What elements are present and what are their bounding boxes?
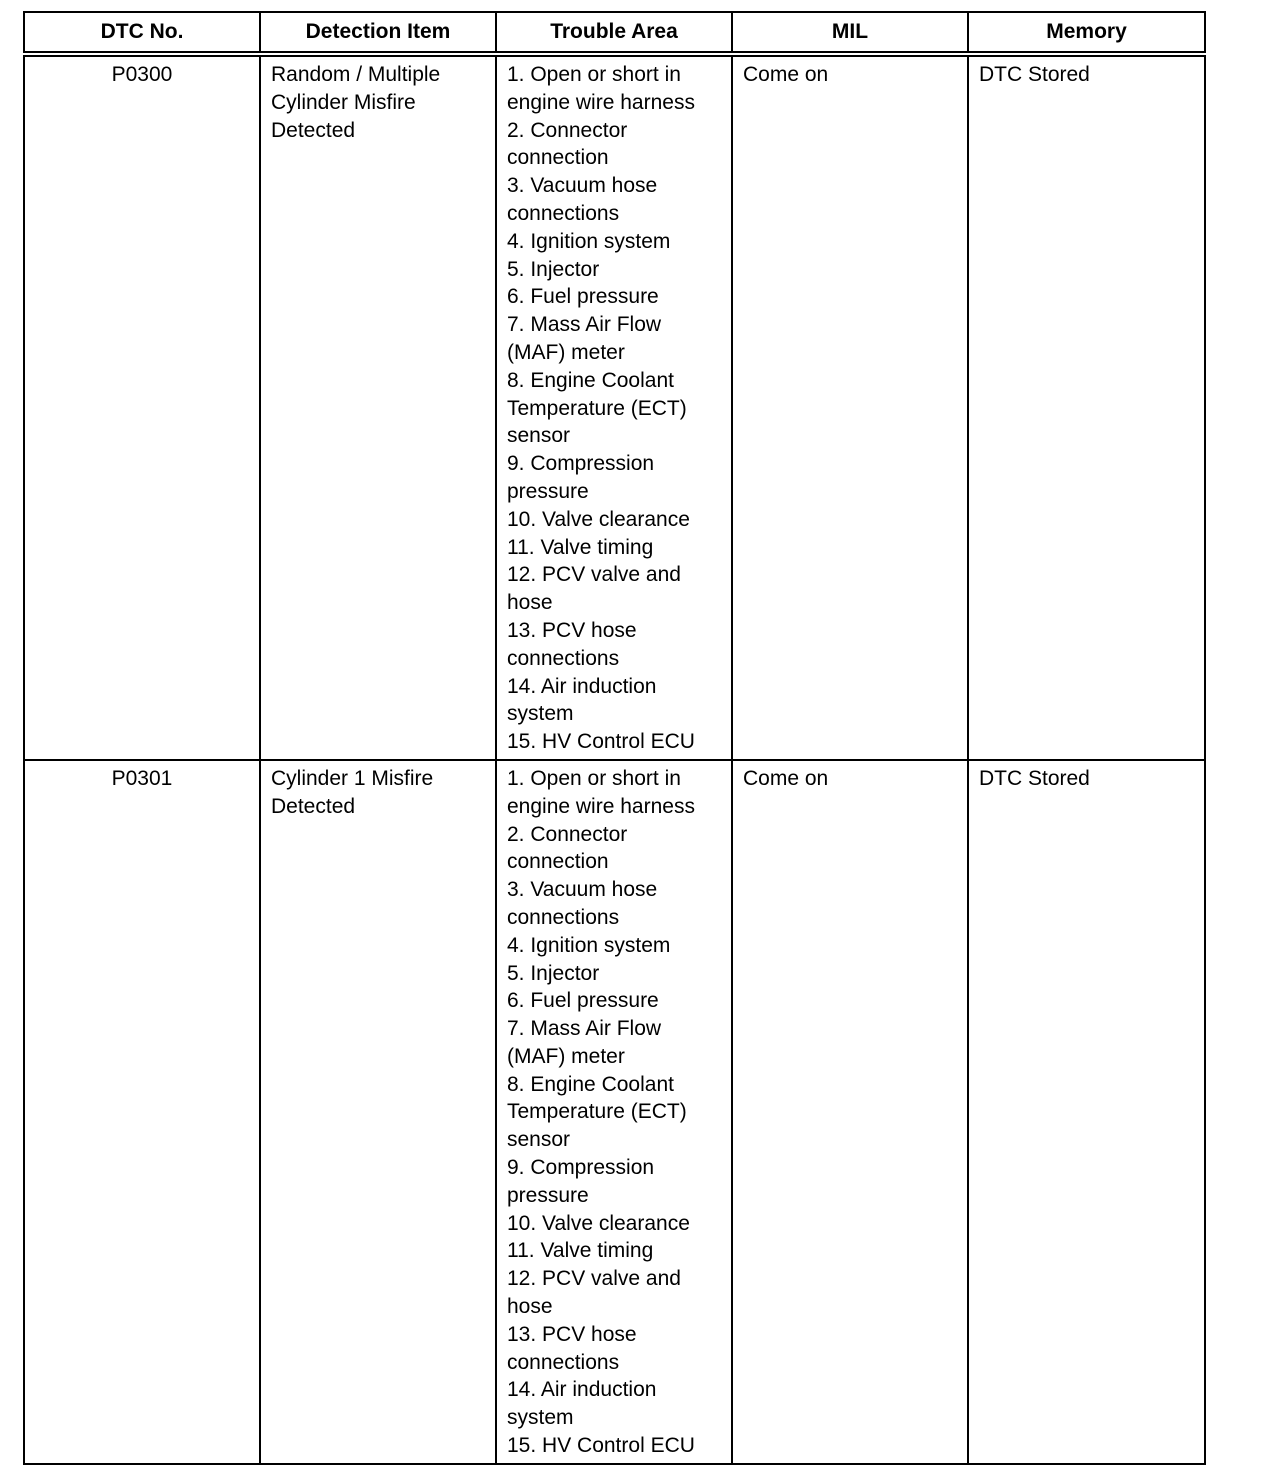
trouble-area <box>496 760 732 1464</box>
trouble-area-item: 13. PCV hose connections <box>507 618 637 670</box>
memory-status: DTC Stored <box>968 760 1205 1464</box>
header-detection-item: Detection Item <box>260 12 496 54</box>
trouble-area-item: 10. Valve clearance <box>507 507 690 531</box>
header-mil: MIL <box>732 12 968 54</box>
header-row <box>24 12 1205 54</box>
trouble-area-item: 6. Fuel pressure <box>507 285 659 309</box>
trouble-area-item: 9. Compression pressure <box>507 1156 655 1207</box>
trouble-area-item: 15. HV Control ECU <box>507 730 695 754</box>
table-body <box>24 54 1205 1464</box>
trouble-area-item: 6. Fuel pressure <box>507 989 659 1013</box>
dtc-code: P0300 <box>24 54 260 760</box>
trouble-area-item: 2. Connector connection <box>507 118 628 170</box>
trouble-area-item: 5. Injector <box>507 257 600 281</box>
trouble-area-item: 14. Air induction system <box>507 674 657 726</box>
trouble-area-item: 7. Mass Air Flow (MAF) meter <box>507 313 662 364</box>
trouble-area-item: 1. Open or short in engine wire harness <box>507 766 695 818</box>
trouble-area-item: 2. Connector connection <box>507 822 628 874</box>
trouble-area-item: 15. HV Control ECU <box>507 1434 695 1458</box>
dtc-table <box>23 11 1206 1465</box>
trouble-area-item: 14. Air induction system <box>507 1378 657 1430</box>
trouble-area-item: 4. Ignition system <box>507 229 671 253</box>
trouble-area-item: 4. Ignition system <box>507 933 671 957</box>
header-trouble-area: Trouble Area <box>496 12 732 54</box>
dtc-code: P0301 <box>24 760 260 1464</box>
trouble-area-item: 10. Valve clearance <box>507 1211 690 1235</box>
memory-status: DTC Stored <box>968 54 1205 760</box>
trouble-area-item: 7. Mass Air Flow (MAF) meter <box>507 1017 662 1068</box>
table-header <box>24 12 1205 54</box>
trouble-area-item: 3. Vacuum hose connections <box>507 174 658 225</box>
trouble-area-item: 13. PCV hose connections <box>507 1322 637 1374</box>
header-dtc-no: DTC No. <box>24 12 260 54</box>
trouble-area-item: 12. PCV valve and hose <box>507 563 681 615</box>
trouble-area-item: 11. Valve timing <box>507 535 654 559</box>
table-row <box>24 54 1205 760</box>
header-memory: Memory <box>968 12 1205 54</box>
detection-item: Random / Multiple Cylinder Misfire Detected <box>260 54 496 760</box>
trouble-area-item: 8. Engine Coolant Temperature (ECT) sensor <box>507 1072 687 1152</box>
trouble-area-item: 5. Injector <box>507 961 600 985</box>
trouble-area-item: 3. Vacuum hose connections <box>507 878 658 929</box>
trouble-area-item: 8. Engine Coolant Temperature (ECT) sensor <box>507 368 687 448</box>
trouble-area-item: 12. PCV valve and hose <box>507 1267 681 1319</box>
trouble-area-item: 9. Compression pressure <box>507 452 655 503</box>
mil-status: Come on <box>732 760 968 1464</box>
detection-item: Cylinder 1 Misfire Detected <box>260 760 496 1464</box>
table-row <box>24 760 1205 1464</box>
trouble-area-item: 1. Open or short in engine wire harness <box>507 63 695 114</box>
trouble-area <box>496 54 732 760</box>
trouble-area-item: 11. Valve timing <box>507 1239 654 1263</box>
mil-status: Come on <box>732 54 968 760</box>
trouble-area-list <box>507 61 721 756</box>
trouble-area-list <box>507 765 721 1460</box>
